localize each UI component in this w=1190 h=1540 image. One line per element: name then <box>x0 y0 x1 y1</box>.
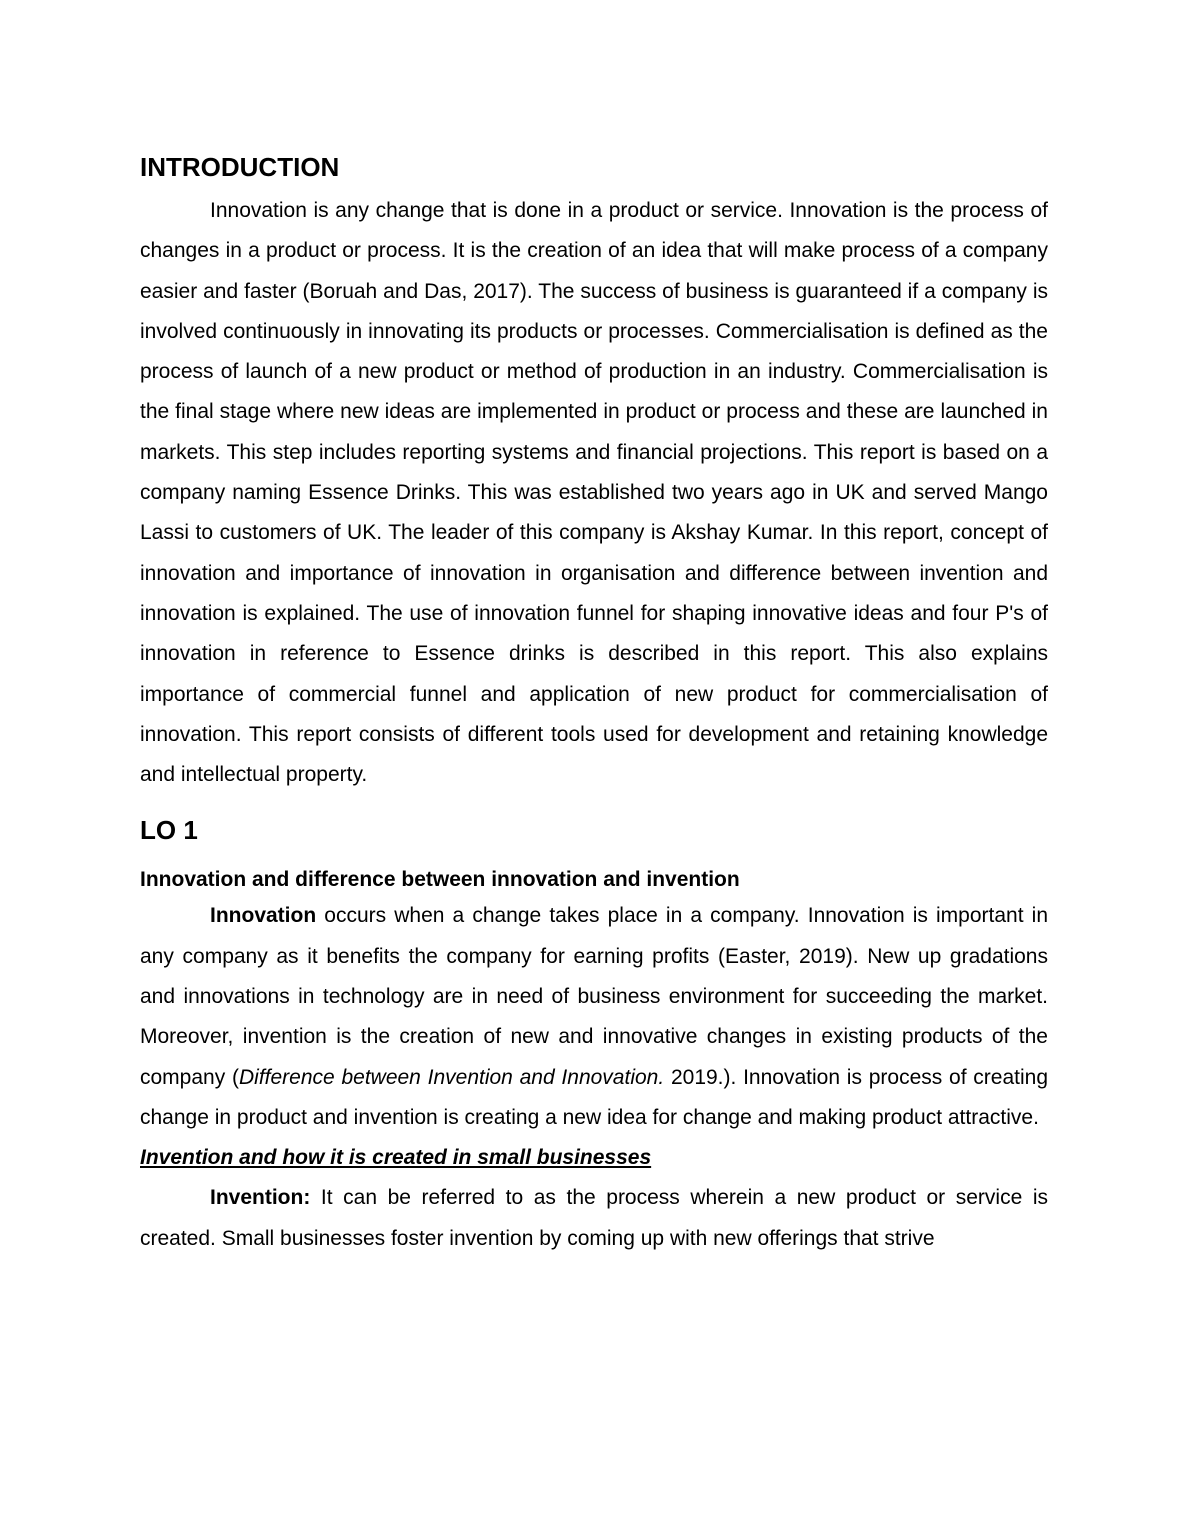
invention-lead-term: Invention: <box>210 1186 311 1210</box>
innovation-text-a: occurs when a change takes place in a company. Innovation is important in any company as it benefits the company for earning profits (Easter, 2019). New up gradations and innovations in technology are in need of business environment for succeeding the market. Moreover, invention is the creation of new and innovative changes in existing products of the company ( <box>140 904 1048 1089</box>
innovation-subheading: Innovation and difference between innovation and invention <box>140 868 740 892</box>
innovation-lead-term: Innovation <box>210 904 317 928</box>
invention-subheading: Invention and how it is created in small businesses <box>140 1146 652 1170</box>
invention-text: It can be referred to as the process wherein a new product or service is created. Small businesses foster invention by coming up with new offerings that strive <box>140 1186 1048 1250</box>
invention-paragraph <box>140 1178 1048 1259</box>
introduction-heading: INTRODUCTION <box>140 152 340 182</box>
introduction-paragraph: Innovation is any change that is done in a product or service. Innovation is the process of changes in a product or process. It is the creation of an idea that will make process of a company easier and faster (Boruah and Das, 2017). The success of business is guaranteed if a company is involved continuously in innovating its products or processes. Commercialisation is defined as the process of launch of a new product or method of production in an industry. Commercialisation is the final stage where new ideas are implemented in product or process and these are launched in markets. This step includes reporting systems and financial projections. This report is based on a company naming Essence Drinks. This was established two years ago in UK and served Mango Lassi to customers of UK. The leader of this company is Akshay Kumar. In this report, concept of innovation and importance of innovation in organisation and difference between invention and innovation is explained. The use of innovation funnel for shaping innovative ideas and four P's of innovation in reference to Essence drinks is described in this report. This also explains importance of commercial funnel and application of new product for commercialisation of innovation. This report consists of different tools used for development and retaining knowledge and intellectual property. <box>140 199 1048 787</box>
document-page <box>140 150 1048 1259</box>
innovation-paragraph <box>140 896 1048 1138</box>
innovation-text-b: 2019.). Innovation is process of creating change in product and invention is creating a new idea for change and making product attractive. <box>140 1065 1049 1129</box>
innovation-citation: Difference between Invention and Innovation. <box>238 1065 665 1089</box>
lo1-heading: LO 1 <box>140 815 198 846</box>
